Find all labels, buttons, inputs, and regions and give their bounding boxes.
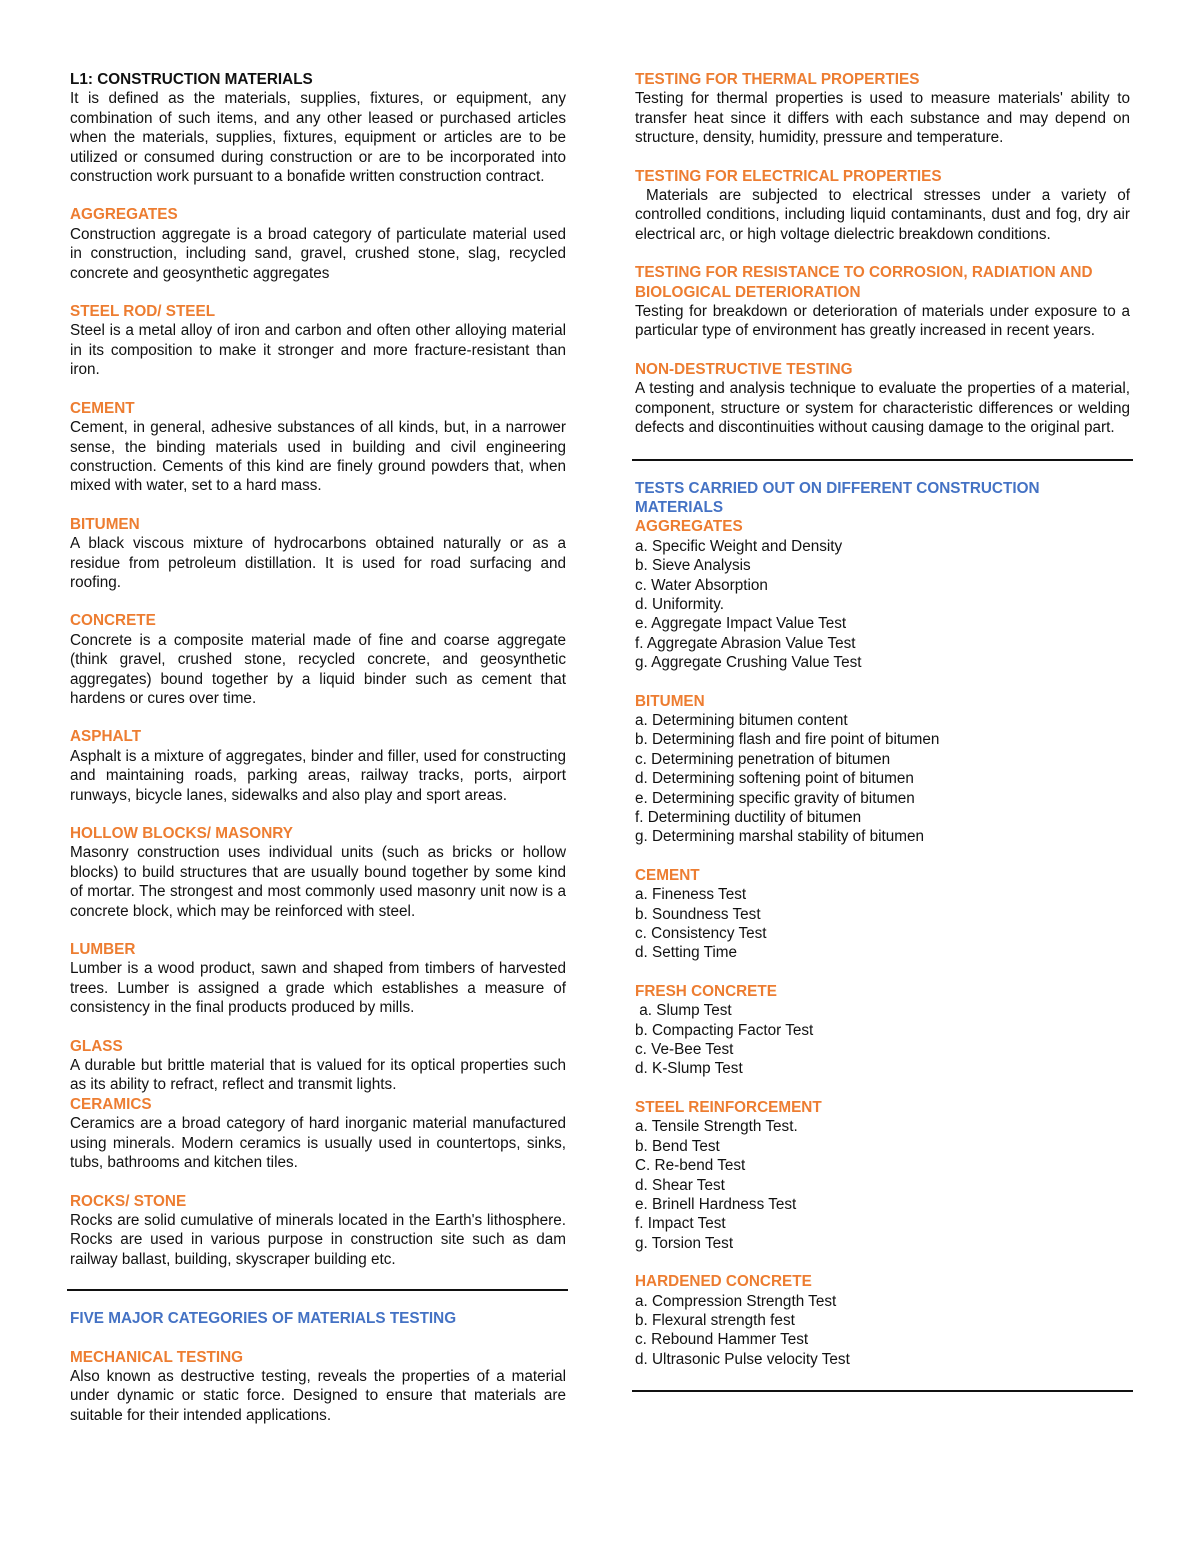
section-lumber	[70, 940, 566, 1018]
section-heading: GLASS	[70, 1037, 123, 1055]
list-item: c. Rebound Hammer Test	[635, 1331, 809, 1349]
section-body: Also known as destructive testing, reveals the properties of a material under dynamic or static force. Designed to ensure that materials are suitable for their intended applications.	[70, 1367, 566, 1424]
list-item: f. Aggregate Abrasion Value Test	[635, 634, 856, 652]
section-body: Construction aggregate is a broad category of particulate material used in construction, including sand, gravel, crushed stone, slag, recycled concrete and geosynthetic aggregates	[70, 225, 566, 282]
testing-categories-title: FIVE MAJOR CATEGORIES OF MATERIALS TESTING	[70, 1310, 457, 1328]
section-heading: STEEL ROD/ STEEL	[70, 303, 216, 321]
section-electrical-testing	[635, 167, 1135, 245]
test-list	[635, 711, 1130, 847]
section-body: Steel is a metal alloy of iron and carbon and often other alloying material in its composition to make it stronger and more fracture-resistant than iron.	[70, 322, 566, 379]
list-item: b. Compacting Factor Test	[635, 1021, 814, 1039]
list-item: C. Re-bend Test	[635, 1157, 746, 1175]
list-item: c. Water Absorption	[635, 576, 768, 594]
tests-hardened-concrete	[635, 1272, 1130, 1369]
list-item: g. Aggregate Crushing Value Test	[635, 654, 862, 672]
section-heading: MECHANICAL TESTING	[70, 1348, 244, 1366]
list-item: a. Determining bitumen content	[635, 711, 848, 729]
section-bitumen	[70, 515, 566, 593]
section-heading: CEMENT	[70, 399, 135, 417]
section-body: Concrete is a composite material made of fine and coarse aggregate (think gravel, crushed stone, recycled concrete, and geosynthetic aggregates) bound together by a liquid binder such as cement that hardens or cures over time.	[70, 631, 566, 707]
section-body: A testing and analysis technique to evaluate the properties of a material, component, structure or system for characteristic differences or welding defects and discontinuities without causing damage to the original part.	[635, 380, 1130, 437]
test-list	[635, 1292, 1130, 1370]
document-title: L1: CONSTRUCTION MATERIALS	[70, 71, 313, 88]
section-heading: ASPHALT	[70, 728, 142, 746]
section-body: Lumber is a wood product, sawn and shaped from timbers of harvested trees. Lumber is assigned a grade which establishes a measure of consistency in the final products produced by mills.	[70, 960, 566, 1017]
test-group-heading: BITUMEN	[635, 692, 705, 710]
section-heading: CONCRETE	[70, 612, 156, 630]
list-item: b. Bend Test	[635, 1137, 720, 1155]
section-nondestructive-testing	[635, 360, 1130, 438]
section-cement	[70, 399, 566, 496]
test-group-heading: CEMENT	[635, 866, 700, 884]
list-item: c. Ve-Bee Test	[635, 1041, 734, 1059]
section-body: Rocks are solid cumulative of minerals located in the Earth's lithosphere. Rocks are used in various purpose in construction site such as dam railway ballast, building, skyscraper building etc.	[70, 1211, 566, 1268]
tests-aggregates	[635, 517, 1130, 672]
section-heading: NON-DESTRUCTIVE TESTING	[635, 360, 853, 378]
list-item: d. Determining softening point of bitumen	[635, 770, 914, 788]
section-heading: TESTING FOR THERMAL PROPERTIES	[635, 71, 920, 88]
section-heading: ROCKS/ STONE	[70, 1192, 187, 1210]
section-heading: HOLLOW BLOCKS/ MASONRY	[70, 825, 293, 842]
section-rocks	[70, 1192, 566, 1270]
divider	[632, 1390, 1133, 1392]
list-item: d. Ultrasonic Pulse velocity Test	[635, 1350, 850, 1368]
section-body: Asphalt is a mixture of aggregates, binder and filler, used for constructing and maintaining roads, parking areas, railway tracks, ports, airport runways, bicycle lanes, sidewalks and also play and sport areas.	[70, 747, 566, 804]
test-list	[635, 1117, 1130, 1253]
section-body: Testing for thermal properties is used to measure materials' ability to transfer heat since it differs with each substance and may depend on structure, density, humidity, pressure and temperature.	[635, 90, 1130, 147]
list-item: f. Impact Test	[635, 1215, 726, 1233]
list-item: c. Consistency Test	[635, 925, 767, 943]
section-body: Testing for breakdown or deterioration of materials under exposure to a particular type of environment has greatly increased in recent years.	[635, 303, 1130, 340]
section-aggregates	[70, 205, 566, 283]
section-heading: AGGREGATES	[70, 206, 178, 224]
list-item: b. Flexural strength fest	[635, 1311, 795, 1329]
list-item: d. Uniformity.	[635, 595, 724, 613]
section-ceramics	[70, 1095, 566, 1173]
list-item: d. Setting Time	[635, 944, 738, 962]
section-heading: TESTING FOR ELECTRICAL PROPERTIES	[635, 167, 942, 185]
section-heading: BITUMEN	[70, 515, 140, 533]
section-steel	[70, 302, 566, 380]
list-item: e. Brinell Hardness Test	[635, 1195, 797, 1213]
test-group-heading: HARDENED CONCRETE	[635, 1273, 812, 1291]
testing-categories-title-block	[70, 1309, 566, 1328]
test-list	[635, 1001, 1130, 1079]
intro-section	[70, 70, 566, 186]
test-list	[635, 885, 1130, 963]
section-mechanical-testing	[70, 1348, 566, 1426]
section-glass	[70, 1037, 566, 1095]
list-item: b. Soundness Test	[635, 905, 761, 923]
section-body: Materials are subjected to electrical stresses under a variety of controlled conditions, including liquid contaminants, dust and fog, dry air electrical arc, or high voltage dielectric breakdown conditions.	[635, 187, 1135, 243]
section-concrete	[70, 611, 566, 708]
list-item: a. Compression Strength Test	[635, 1292, 837, 1310]
list-item: b. Determining flash and fire point of bitumen	[635, 731, 940, 749]
section-heading: LUMBER	[70, 941, 136, 959]
section-thermal-testing	[635, 70, 1130, 148]
section-heading: TESTING FOR RESISTANCE TO CORROSION, RADIATION AND BIOLOGICAL DETERIORATION	[635, 264, 1093, 301]
section-masonry	[70, 824, 566, 921]
left-column	[70, 70, 566, 1425]
list-item: e. Aggregate Impact Value Test	[635, 615, 847, 633]
list-item: b. Sieve Analysis	[635, 557, 751, 575]
section-body: Masonry construction uses individual units (such as bricks or hollow blocks) to build structures that are usually bound together by some kind of mortar. The strongest and most commonly used masonry unit now is a concrete block, which may be reinforced with steel.	[70, 844, 566, 920]
right-column	[635, 70, 1135, 1392]
list-item: a. Specific Weight and Density	[635, 537, 843, 555]
section-corrosion-testing	[635, 263, 1130, 341]
test-group-heading: STEEL REINFORCEMENT	[635, 1098, 822, 1116]
section-asphalt	[70, 727, 566, 805]
list-item: g. Torsion Test	[635, 1234, 734, 1252]
tests-fresh-concrete	[635, 982, 1130, 1079]
list-item: a. Slump Test	[635, 1002, 732, 1020]
section-body: Ceramics are a broad category of hard inorganic material manufactured using minerals. Modern ceramics is usually used in countertops, sinks, tubs, bathrooms and kitchen tiles.	[70, 1115, 566, 1172]
list-item: d. Shear Test	[635, 1176, 725, 1194]
section-body: A black viscous mixture of hydrocarbons obtained naturally or as a residue from petroleum distillation. It is used for road surfacing and roofing.	[70, 535, 566, 591]
divider	[67, 1289, 568, 1291]
section-body: Cement, in general, adhesive substances of all kinds, but, in a narrower sense, the binding materials used in building and civil engineering construction. Cements of this kind are finely ground powders that, when mixed with water, set to a hard mass.	[70, 419, 566, 495]
test-list	[635, 537, 1130, 673]
list-item: c. Determining penetration of bitumen	[635, 750, 891, 768]
list-item: a. Fineness Test	[635, 886, 747, 904]
section-body: A durable but brittle material that is valued for its optical properties such as its ability to refract, reflect and transmit lights.	[70, 1057, 566, 1094]
tests-cement	[635, 866, 1130, 963]
tests-steel-reinforcement	[635, 1098, 1130, 1253]
list-item: g. Determining marshal stability of bitumen	[635, 828, 925, 846]
intro-body: It is defined as the materials, supplies, fixtures, or equipment, any combination of such items, and any other leased or purchased articles when the materials, supplies, fixtures, equipment or articles are to be utilized or consumed during construction or are to be incorporated into construction work pursuant to a bonafide written construction contract.	[70, 90, 566, 186]
list-item: d. K-Slump Test	[635, 1060, 743, 1078]
test-group-heading: FRESH CONCRETE	[635, 982, 777, 1000]
section-heading: CERAMICS	[70, 1095, 152, 1113]
tests-bitumen	[635, 692, 1130, 847]
list-item: f. Determining ductility of bitumen	[635, 809, 862, 826]
tests-title: TESTS CARRIED OUT ON DIFFERENT CONSTRUCTION MATERIALS	[635, 479, 1040, 516]
test-group-heading: AGGREGATES	[635, 518, 743, 536]
divider	[632, 459, 1133, 461]
list-item: a. Tensile Strength Test.	[635, 1118, 798, 1136]
list-item: e. Determining specific gravity of bitumen	[635, 789, 915, 807]
